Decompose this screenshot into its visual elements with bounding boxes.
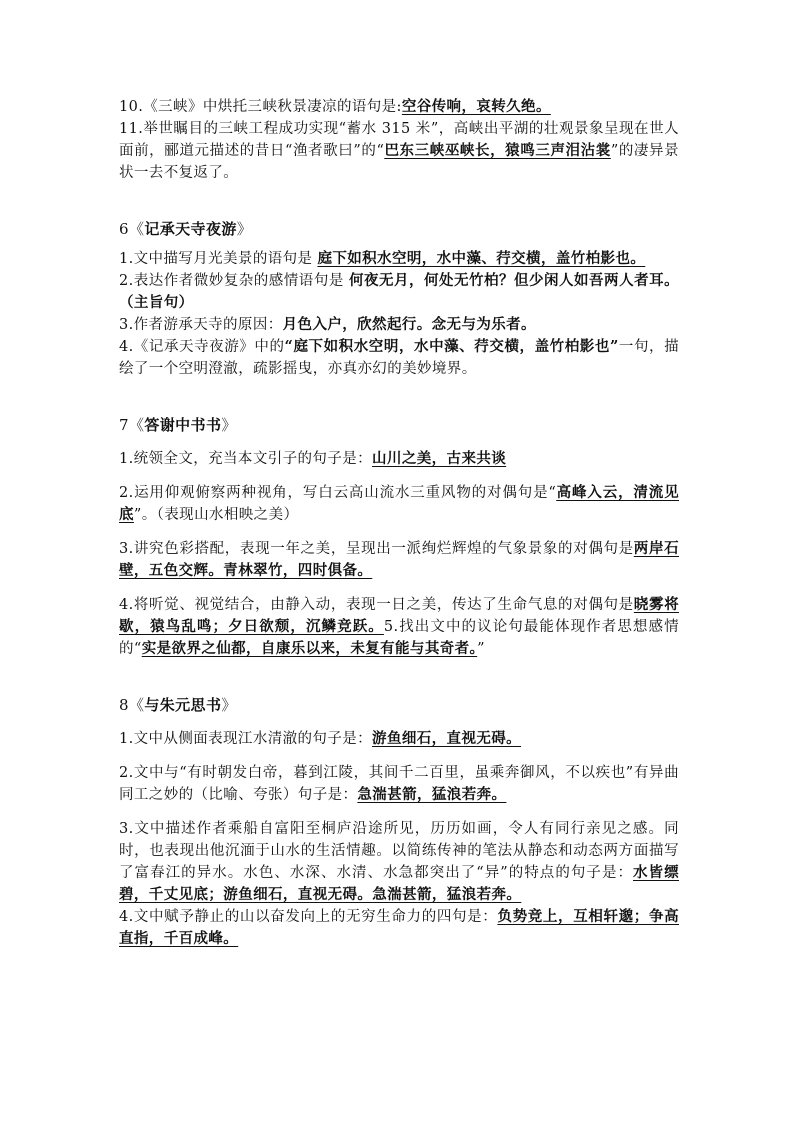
sec6-q3 xyxy=(119,314,679,336)
sec5-line-10 xyxy=(119,96,679,118)
answer-text: 实是欲界之仙都，自康乐以来，未复有能与其奇者。 xyxy=(141,640,478,657)
answer-text: 游鱼细石，直视无碍。 xyxy=(372,730,522,747)
question-text: ”的凄异景状一去不复返了。 xyxy=(119,143,679,181)
question-text: 3.讲究色彩搭配，表现一年之美，呈现出一派绚烂辉煌的气象景象的对偶句是 xyxy=(119,541,634,557)
answer-text: 晓雾将歇，猿鸟乱鸣；夕日欲颓，沉鳞竞跃。 xyxy=(119,596,679,635)
question-text: 4.文中赋予静止的山以奋发向上的无穷生命力的四句是： xyxy=(119,909,498,925)
answer-text: “庭下如积水空明，水中藻、荇交横，盖竹柏影也” xyxy=(284,338,619,355)
sec7-q4-q5 xyxy=(119,594,679,660)
answer-text: 月色入户，欣然起行。念无与为乐者。 xyxy=(282,316,536,333)
question-text: 1.统领全文，充当本文引子的句子是： xyxy=(119,451,373,467)
sec8-q3 xyxy=(119,818,679,906)
note-text: ”。（表现山水相映之美） xyxy=(133,507,299,523)
note-text: （主旨句） xyxy=(119,294,194,311)
answer-text: 水皆缥碧，千丈见底；游鱼细石，直视无碍。急湍甚箭，猛浪若奔。 xyxy=(119,864,679,903)
question-text: 4.《记承天寺夜游》中的 xyxy=(119,339,285,355)
question-text: 3.文中描述作者乘船自富阳至桐庐沿途所见，历历如画，令人有同行亲见之感。同时，也表现出他沉湎于山水的生活情趣。以简练传神的笔法从静态和动态两方面描写了富春江的异水。水色、水深、水清、水急都突出了“异”的特点的句子是： xyxy=(119,821,679,881)
answer-text: 巴东三峡巫峡长，猿鸣三声泪沾裳 xyxy=(384,142,611,159)
sec7-q1 xyxy=(119,448,679,470)
sec6-q4 xyxy=(119,336,679,380)
answer-text: 高峰入云，清流见底 xyxy=(119,484,679,523)
sec7-title: 7《答谢中书书》 xyxy=(119,416,237,434)
sec5-line-11 xyxy=(119,118,679,184)
answer-text: 山川之美，古来共谈 xyxy=(372,450,507,467)
answer-text: 空谷传响，哀转久绝。 xyxy=(401,98,551,115)
question-text: 2.运用仰观俯察两种视角，写白云高山流水三重风物的对偶句是“ xyxy=(119,485,557,501)
question-text: 4.将听觉、视觉结合，由静入动，表现一日之美，传达了生命气息的对偶句是 xyxy=(119,597,634,613)
question-text: 一句，描绘了一个空明澄澈，疏影摇曳，亦真亦幻的美妙境界。 xyxy=(119,339,679,377)
question-text: 1.文中描写月光美景的语句是 xyxy=(119,251,318,267)
sec8-q1 xyxy=(119,728,679,750)
sec6-q1 xyxy=(119,248,679,270)
sec8-title: 8《与朱元思书》 xyxy=(119,696,237,714)
document-body xyxy=(119,96,679,950)
sec7-q2 xyxy=(119,482,679,526)
sec8-q2 xyxy=(119,762,679,806)
question-text: 3.作者游承天寺的原因： xyxy=(119,317,283,333)
question-text: 11.举世瞩目的三峡工程成功实现“蓄水 315 米”，高峡出平湖的壮观景象呈现在世人面前，郦道元描述的昔日“渔者歌曰”的“ xyxy=(119,121,679,159)
sec6-q2 xyxy=(119,270,679,314)
question-text: 10.《三峡》中烘托三峡秋景凄凉的语句是: xyxy=(119,99,402,115)
answer-text: 负势竞上，互相轩邈；争高直指，千百成峰。 xyxy=(119,908,679,947)
answer-text: 急湍甚箭，猛浪若奔。 xyxy=(357,786,507,803)
question-text: 1.文中从侧面表现江水清澈的句子是： xyxy=(119,731,373,747)
question-text: 2.文中与“有时朝发白帝，暮到江陵，其间千二百里，虽乘奔御风，不以疾也”有异曲同工之妙的（比喻、夸张）句子是： xyxy=(119,765,679,803)
answer-text: 庭下如积水空明，水中藻、荇交横，盖竹柏影也。 xyxy=(317,250,646,267)
sec7-q3 xyxy=(119,538,679,582)
sec6-title: 6《记承天寺夜游》 xyxy=(119,220,253,238)
answer-text: 两岸石壁，五色交辉。青林翠竹，四时俱备。 xyxy=(119,540,679,579)
question-text: 2.表达作者微妙复杂的感情语句是 xyxy=(119,273,349,289)
question-text: 5.找出文中的议论句最能体现作者思想感情的“ xyxy=(119,619,679,657)
sec8-q4 xyxy=(119,906,679,950)
answer-text: 何夜无月，何处无竹柏？但少闲人如吾两人者耳。 xyxy=(348,272,679,289)
question-text: ” xyxy=(477,641,485,657)
